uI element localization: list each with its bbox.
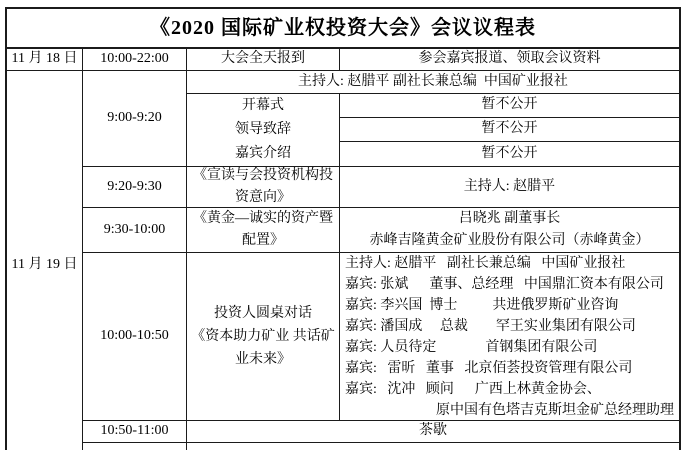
roundtable-guest-line: 嘉宾: 李兴国 博士 共进俄罗斯矿业咨询 xyxy=(345,297,619,313)
roundtable-guest-title-line: 原中国有色塔吉克斯坦金矿总经理助理 xyxy=(436,402,674,418)
session-cell-announce xyxy=(187,167,340,208)
roundtable-guest-line: 嘉宾: 人员待定 首钢集团有限公司 xyxy=(345,339,598,355)
detail-cell-undisclosed-2: 暂不公开 xyxy=(340,118,679,142)
opening-item: 开幕式 xyxy=(242,98,284,113)
session-line: 业未来》 xyxy=(235,352,291,367)
time-cell-gold: 9:30-10:00 xyxy=(83,208,187,253)
session-line: 《黄金—诚实的资产暨 xyxy=(193,211,333,226)
agenda-table xyxy=(5,7,681,450)
speaker-company-line: 赤峰吉隆黄金矿业股份有限公司（赤峰黄金） xyxy=(369,233,650,248)
time-cell-tea: 10:50-11:00 xyxy=(83,421,187,443)
time-cell-opening: 9:00-9:20 xyxy=(83,71,187,167)
detail-cell-undisclosed-3: 暂不公开 xyxy=(340,142,679,167)
roundtable-guest-line: 嘉宾: 潘国成 总裁 罕王实业集团有限公司 xyxy=(345,318,636,334)
time-cell-announce: 9:20-9:30 xyxy=(83,167,187,208)
detail-cell-announce: 主持人: 赵腊平 xyxy=(340,167,679,208)
date-cell-nov19: 11 月 19 日 xyxy=(7,71,83,450)
opening-item: 领导致辞 xyxy=(235,122,291,137)
session-cell-registration: 大会全天报到 xyxy=(187,49,340,71)
tea-break-cell: 茶歇 xyxy=(187,421,679,443)
host-row: 主持人: 赵腊平 副社长兼总编 中国矿业报社 xyxy=(187,71,679,94)
session-line: 配置》 xyxy=(242,233,284,248)
detail-cell-registration: 参会嘉宾报道、领取会议资料 xyxy=(340,49,679,71)
roundtable-guest-line: 嘉宾: 沈冲 顾问 广西上林黄金协会、 xyxy=(345,381,601,397)
detail-cell-gold xyxy=(340,208,679,253)
session-line: 资意向》 xyxy=(235,190,291,205)
opening-item: 嘉宾介绍 xyxy=(235,146,291,161)
time-cell-registration: 10:00-22:00 xyxy=(83,49,187,71)
roundtable-host-line: 主持人: 赵腊平 副社长兼总编 中国矿业报社 xyxy=(345,255,626,271)
session-cell-opening xyxy=(187,94,340,167)
detail-cell-undisclosed-1: 暂不公开 xyxy=(340,94,679,118)
time-cell-roundtable: 10:00-10:50 xyxy=(83,253,187,421)
session-cell-gold xyxy=(187,208,340,253)
roundtable-guest-line: 嘉宾: 雷昕 董事 北京佰荟投资管理有限公司 xyxy=(345,360,633,376)
speaker-line: 吕晓兆 副董事长 xyxy=(458,211,561,226)
detail-cell-roundtable xyxy=(340,253,679,421)
session-line: 投资人圆桌对话 xyxy=(214,306,312,321)
table-title: 《2020 国际矿业权投资大会》会议议程表 xyxy=(7,9,679,49)
date-cell-nov18: 11 月 18 日 xyxy=(7,49,83,71)
session-cell-roundtable xyxy=(187,253,340,421)
session-line: 《资本助力矿业 共话矿 xyxy=(191,329,335,344)
stub-time-cell xyxy=(83,443,187,450)
session-line: 《宣读与会投资机构投 xyxy=(193,168,333,183)
roundtable-guest-line: 嘉宾: 张斌 董事、总经理 中国鼎汇资本有限公司 xyxy=(345,276,664,292)
